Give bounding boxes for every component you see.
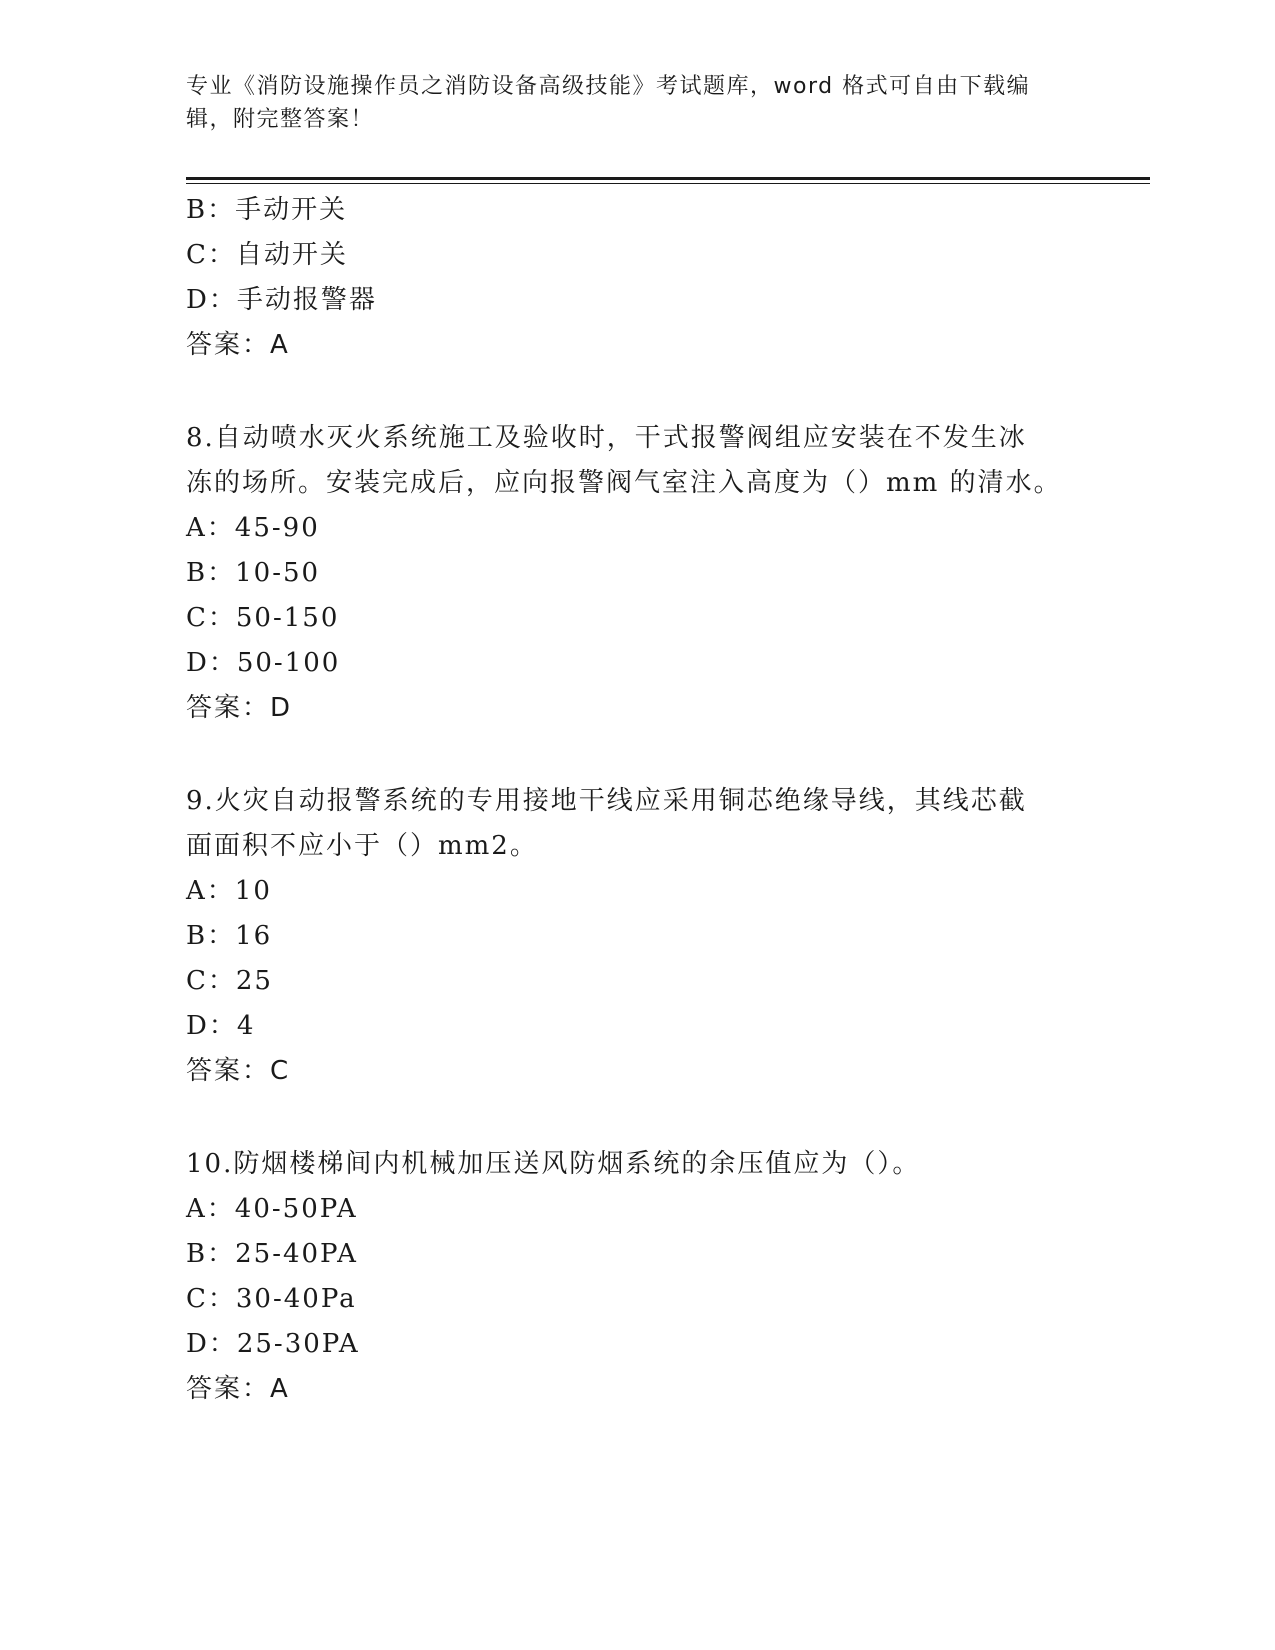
option-c: C：25	[186, 966, 273, 996]
option-b: B：16	[186, 921, 273, 951]
document-header	[186, 70, 1066, 136]
answer-line: 答案：A	[186, 1374, 290, 1404]
question-stem-line-1: 9.火灾自动报警系统的专用接地干线应采用铜芯绝缘导线，其线芯截	[186, 786, 1027, 816]
option-c: C：30-40Pa	[186, 1284, 357, 1314]
option-b: B：10-50	[186, 558, 321, 588]
question-8	[186, 416, 1066, 731]
question-stem-line-1: 10.防烟楼梯间内机械加压送风防烟系统的余压值应为（）。	[186, 1149, 921, 1179]
answer-line: 答案：A	[186, 330, 290, 360]
option-b: B：手动开关	[186, 195, 348, 225]
option-c: C：自动开关	[186, 240, 348, 270]
document-body	[186, 188, 1066, 1412]
option-d: D：4	[186, 1011, 256, 1041]
header-divider-thick	[186, 177, 1150, 180]
question-stem-line-2: 面面积不应小于（）mm2。	[186, 831, 538, 861]
option-a: A：10	[186, 876, 272, 906]
option-d: D：50-100	[186, 648, 341, 678]
option-c: C：50-150	[186, 603, 340, 633]
question-10	[186, 1142, 1066, 1412]
option-d: D：手动报警器	[186, 285, 377, 315]
option-d: D：25-30PA	[186, 1329, 360, 1359]
question-9	[186, 779, 1066, 1094]
header-line-2: 辑，附完整答案！	[186, 107, 375, 132]
question-stem-line-1: 8.自动喷水灭火系统施工及验收时，干式报警阀组应安装在不发生冰	[186, 423, 1027, 453]
question-7-continued	[186, 188, 1066, 368]
question-stem-line-2: 冻的场所。安装完成后，应向报警阀气室注入高度为（）mm 的清水。	[186, 468, 1062, 498]
answer-line: 答案：C	[186, 1056, 291, 1086]
option-a: A：45-90	[186, 513, 320, 543]
answer-line: 答案：D	[186, 693, 293, 723]
option-a: A：40-50PA	[186, 1194, 358, 1224]
header-divider-thin	[186, 183, 1150, 184]
header-line-1: 专业《消防设施操作员之消防设备高级技能》考试题库，word 格式可自由下载编	[186, 74, 1031, 99]
option-b: B：25-40PA	[186, 1239, 358, 1269]
